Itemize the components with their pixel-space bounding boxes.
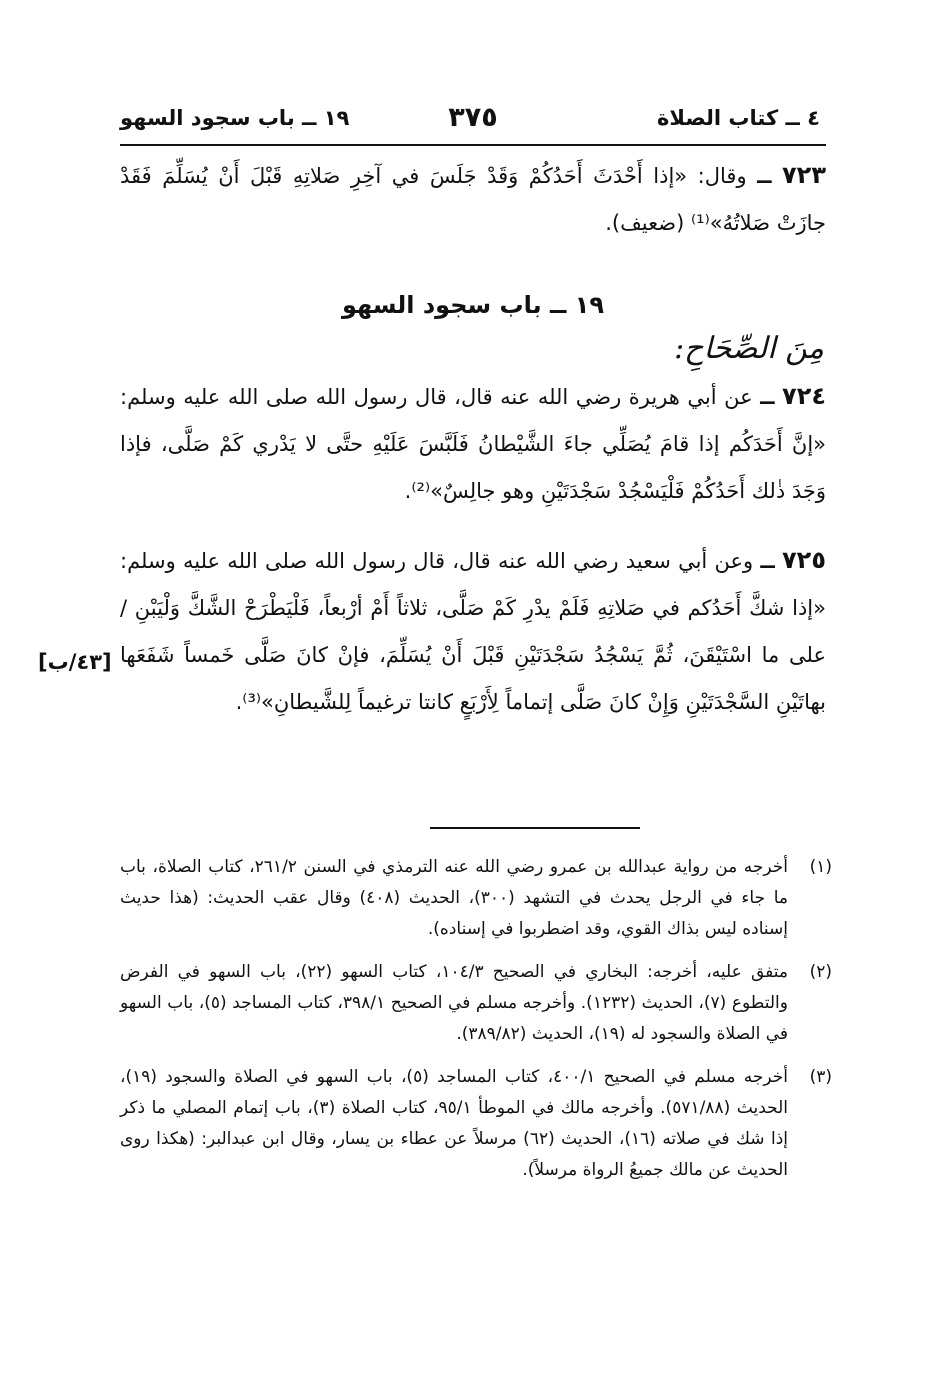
footnote-number: (١) [809, 857, 832, 877]
footnote-number: (٢) [809, 962, 832, 982]
footnote-2 [120, 957, 832, 1050]
manuscript-folio-reference: [٤٣/ب] [38, 650, 112, 674]
hadith-separator: ــ [760, 385, 775, 409]
footnote-divider [430, 827, 640, 829]
footnote-text: أخرجه من رواية عبدالله بن عمرو رضي الله عنه الترمذي في السنن ٢٦١/٢، كتاب الصلاة، باب ما جاء في الرجل يحدث في التشهد (٣٠٠)، الحديث (٤٠٨) وقال عقب الحديث: (هذا حديث إسناده ليس بذاك القوي، وقد اضطربوا في إسناده). [120, 857, 788, 939]
hadith-number: ٧٢٣ [782, 161, 826, 189]
hadith-724 [120, 373, 826, 515]
hadith-723 [120, 152, 826, 247]
footnote-3 [120, 1062, 832, 1186]
running-head-chapter: ١٩ ــ باب سجود السهو [120, 106, 350, 130]
section-label: مِنَ الصِّحَاحِ: [674, 331, 824, 366]
hadith-text: وقال: «إذا أَحْدَثَ أَحَدُكُمْ وَقَدْ جَلَسَ في آخِرِ صَلاتِهِ قَبْلَ أَنْ يُسَلِّمَ فَقَدْ جازَتْ صَلاتُهُ»⁽¹⁾ (ضعيف). [120, 164, 826, 235]
hadith-separator: ــ [760, 549, 775, 573]
footnote-text: متفق عليه، أخرجه: البخاري في الصحيح ١٠٤/٣، كتاب السهو (٢٢)، باب السهو في الفرض والتطوع (٧)، الحديث (١٢٣٢). وأخرجه مسلم في الصحيح ٣٩٨/١، كتاب المساجد (٥)، باب السهو في الصلاة والسجود له (١٩)، الحديث (٣٨٩/٨٢). [120, 962, 788, 1044]
footnote-number: (٣) [809, 1067, 832, 1087]
page-number: ٣٧٥ [448, 102, 498, 133]
footnote-1 [120, 852, 832, 945]
running-head-book: ٤ ــ كتاب الصلاة [656, 106, 820, 130]
hadith-725 [120, 537, 826, 726]
hadith-text: عن أبي هريرة رضي الله عنه قال، قال رسول الله صلى الله عليه وسلم: «إنَّ أَحَدَكُم إذا قامَ يُصَلِّي جاءَ الشَّيْطانُ فَلَبَّسَ عَلَيْهِ حتَّى لا يَدْري كَمْ صَلَّى، فإذا وَجَدَ ذٰلك أَحَدُكُمْ فَلْيَسْجُدْ سَجْدَتَيْنِ وهو جالِسٌ»⁽²⁾. [120, 385, 826, 503]
hadith-number: ٧٢٥ [782, 546, 826, 574]
hadith-number: ٧٢٤ [782, 382, 826, 410]
chapter-title: ١٩ ــ باب سجود السهو [341, 291, 605, 319]
footnote-text: أخرجه مسلم في الصحيح ٤٠٠/١، كتاب المساجد (٥)، باب السهو في الصلاة والسجود (١٩)، الحديث (٥٧١/٨٨). وأخرجه مالك في الموطأ ٩٥/١، كتاب الصلاة (٣)، باب إتمام المصلي ما ذكر إذا شك في صلاته (١٦)، الحديث (٦٢) مرسلاً عن عطاء بن يسار، وقال ابن عبدالبر: (هكذا روى الحديث عن مالك جميعُ الرواة مرسلاً). [120, 1067, 788, 1180]
footnotes [120, 852, 832, 1198]
hadith-separator: ــ [757, 164, 772, 188]
page-body [120, 100, 826, 726]
running-head [120, 100, 826, 146]
hadith-text: وعن أبي سعيد رضي الله عنه قال، قال رسول الله صلى الله عليه وسلم: «إذا شكَّ أَحَدُكم في صَلاتِهِ فَلَمْ يدْرِ كَمْ صَلَّى، ثلاثاً أَمْ أرْبعاً، فَلْيَطْرَحْ الشَّكَّ وَلْيَبْنِ / على ما اسْتَيْقَنَ، ثُمَّ يَسْجُدُ سَجْدَتَيْنِ قَبْلَ أَنْ يُسَلِّمَ، فإنْ كانَ صَلَّى خَمساً شَفَعَها بهاتَيْنِ السَّجْدَتَيْنِ وَإِنْ كانَ صَلَّى إتماماً لِأَرْبَعٍ كانتا ترغيماً لِلشَّيطانِ»⁽³⁾. [120, 549, 826, 714]
